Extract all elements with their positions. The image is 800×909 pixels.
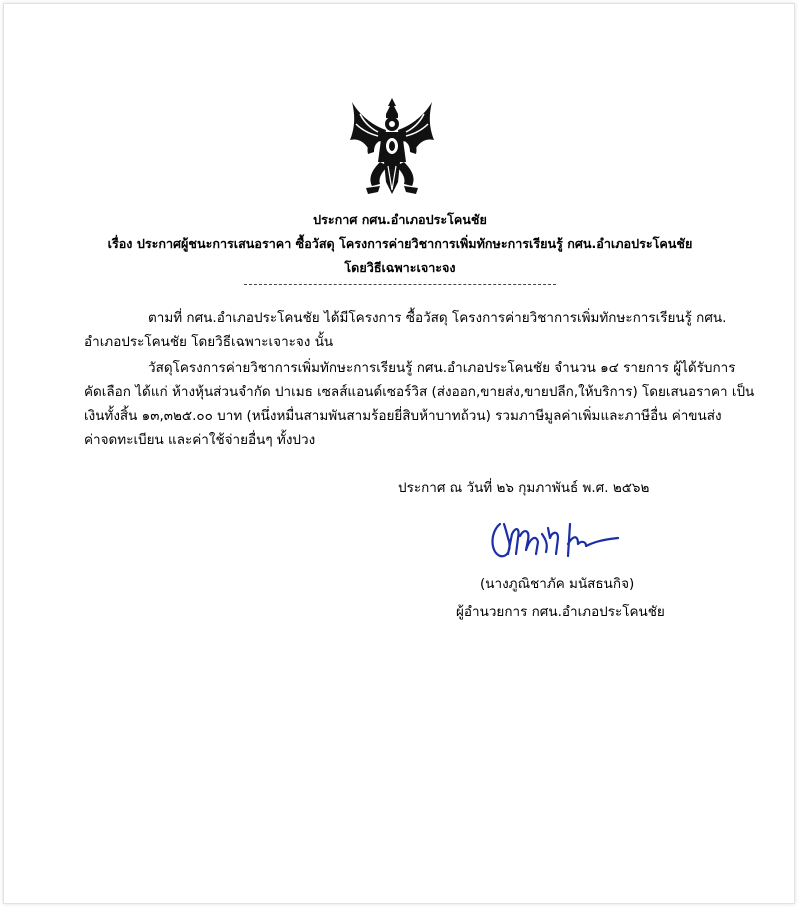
body-line: ตามที่ กศน.อำเภอประโคนชัย ได้มีโครงการ ซื้อวัสดุ โครงการค่ายวิชาการเพิ่มทักษะการเรียนรู้ กศน. [148,310,727,326]
handwritten-signature-icon [486,514,626,566]
body-line: ค่าจดทะเบียน และค่าใช้จ่ายอื่นๆ ทั้งปวง [84,432,316,448]
procurement-method: โดยวิธีเฉพาะเจาะจง [344,260,456,275]
garuda-emblem-icon [346,96,438,200]
announcement-date: ประกาศ ณ วันที่ ๒๖ กุมภาพันธ์ พ.ศ. ๒๕๖๒ [398,480,650,496]
body-line: คัดเลือก ได้แก่ ห้างหุ้นส่วนจำกัด ปาเมธ เซลส์แอนด์เซอร์วิส (ส่งออก,ขายส่ง,ขายปลีก,ให้บริการ) โดยเสนอราคา เป็น [84,384,755,400]
body-line: อำเภอประโคนชัย โดยวิธีเฉพาะเจาะจง นั้น [84,334,334,350]
separator-line [244,284,556,285]
announcement-subject: เรื่อง ประกาศผู้ชนะการเสนอราคา ซื้อวัสดุ โครงการค่ายวิชาการเพิ่มทักษะการเรียนรู้ กศน.อำเภอประโคนชัย [107,236,693,251]
body-line: วัสดุโครงการค่ายวิชาการเพิ่มทักษะการเรียนรู้ กศน.อำเภอประโคนชัย จำนวน ๑๔ รายการ ผู้ได้รับการ [148,360,736,376]
body-line: เงินทั้งสิ้น ๑๓,๓๒๕.๐๐ บาท (หนึ่งหมื่นสามพันสามร้อยยี่สิบห้าบาทถ้วน) รวมภาษีมูลค่าเพิ่มและภาษีอื่น ค่าขนส่ง [84,408,722,424]
announcement-title: ประกาศ กศน.อำเภอประโคนชัย [313,212,487,227]
signer-position: ผู้อำนวยการ กศน.อำเภอประโคนชัย [456,604,665,620]
signer-name: (นางภูณิชาภัค มนัสธนกิจ) [480,576,635,592]
